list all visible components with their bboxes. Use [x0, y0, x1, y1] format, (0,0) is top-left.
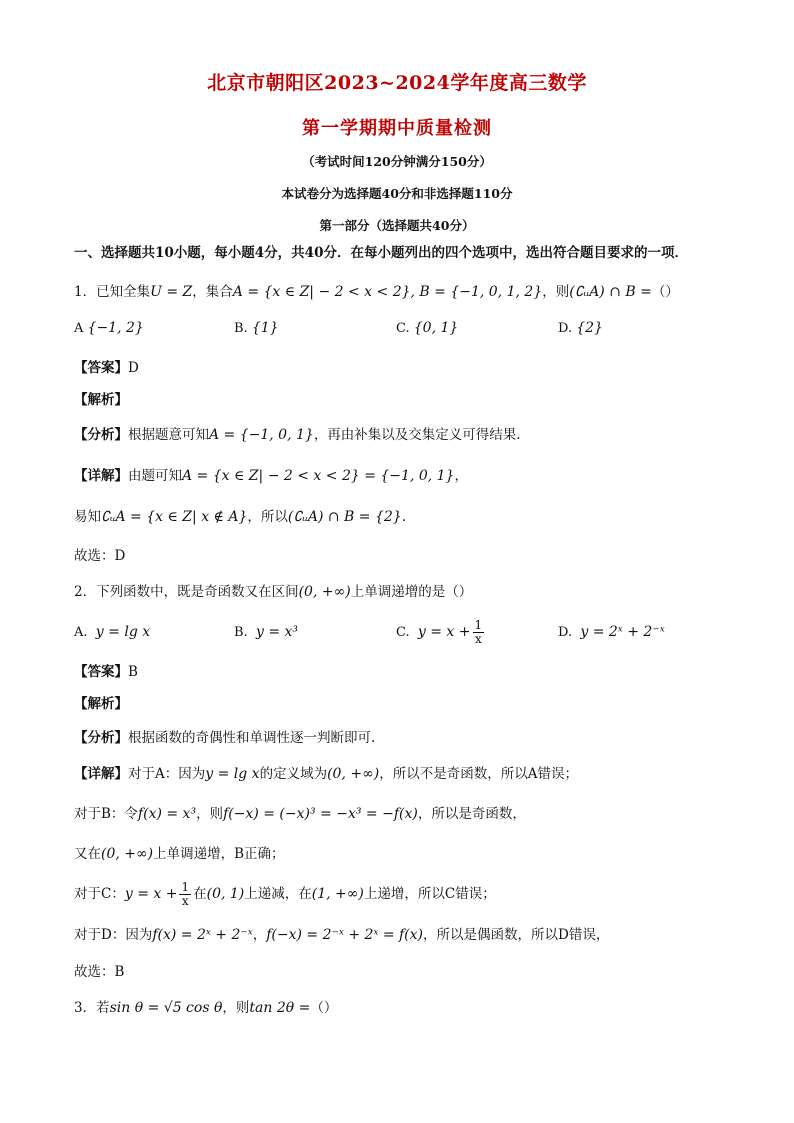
q1-expression: (∁ᵤA) ∩ B = [569, 284, 652, 300]
q2-option-d: D. y = 2ˣ + 2⁻ˣ [558, 624, 665, 640]
q1-detail-2: 易知∁ᵤA = {x ∈ Z| x ∉ A}，所以(∁ᵤA) ∩ B = {2}. [74, 509, 406, 525]
q1-answer: 【答案】D [74, 360, 139, 376]
q2-detail-d: 对于D：因为f(x) = 2ˣ + 2⁻ˣ，f(−x) = 2⁻ˣ + 2ˣ = f(x)，所以是偶函数，所以D错误， [74, 927, 610, 943]
q2-option-a: A. y = lg x [74, 624, 151, 640]
q1-explanation-label: 【解析】 [74, 392, 128, 408]
q1-stem-text-3: ，则 [542, 284, 570, 300]
q2-detail-b: 对于B：令f(x) = x³，则f(−x) = (−x)³ = −x³ = −f(x)，所以是奇函数， [74, 806, 526, 822]
q1-paren: （） [651, 284, 679, 300]
section-header: 一、选择题共10小题，每小题4分，共40分．在每小题列出的四个选项中，选出符合题目要求的一项． [74, 245, 688, 261]
q3-stem: 3．若sin θ = √5 cos θ，则tan 2θ =（） [74, 1000, 338, 1016]
q1-stem-text-2: ，集合 [192, 284, 233, 300]
document-subtitle: 第一学期期中质量检测 [302, 118, 492, 139]
q2-detail-c: 对于C：y = x + $\frac{1}{x}$ 在(0, 1)上递减，在(1, +∞)上递增，所以C错误； [74, 880, 496, 908]
q1-sets: A = {x ∈ Z| − 2 < x < 2}, B = {−1, 0, 1, 2} [232, 284, 543, 300]
q1-option-c: C. {0, 1} [396, 320, 459, 336]
q1-detail: 【详解】由题可知A = {x ∈ Z| − 2 < x < 2} = {−1, 0, 1}， [74, 468, 468, 484]
q2-stem: 2．下列函数中，既是奇函数又在区间(0, +∞)上单调递增的是（） [74, 584, 473, 600]
q2-analysis: 【分析】根据函数的奇偶性和单调性逐一判断即可. [74, 730, 376, 746]
q1-stem-text: 1．已知全集 [74, 284, 151, 300]
q2-choose: 故选：B [74, 964, 125, 980]
exam-time: （考试时间120分钟满分150分） [302, 154, 492, 169]
exam-structure: 本试卷分为选择题40分和非选择题110分 [281, 186, 513, 201]
q1-option-b: B. {1} [234, 320, 279, 336]
part-one-heading: 第一部分（选择题共40分） [319, 218, 475, 233]
q2-option-b: B. y = x³ [234, 624, 299, 640]
q2-detail-b2: 又在(0, +∞)上单调递增，B正确； [74, 846, 285, 862]
q2-answer: 【答案】B [74, 664, 138, 680]
document-title: 北京市朝阳区2023~2024学年度高三数学 [207, 72, 587, 94]
q1-option-a: A {−1, 2} [74, 320, 144, 336]
q1-universal-set: U = Z [150, 284, 193, 300]
q1-analysis: 【分析】根据题意可知A = {−1, 0, 1}，再由补集以及交集定义可得结果. [74, 427, 521, 443]
q2-detail-a: 【详解】对于A：因为y = lg x的定义域为(0, +∞)，所以不是奇函数，所以A错误； [74, 766, 578, 782]
q1-stem [74, 282, 679, 302]
q1-choose: 故选：D [74, 548, 126, 564]
q2-option-c: C. y = x + $\frac{1}{x}$ [396, 618, 483, 646]
q2-explanation-label: 【解析】 [74, 696, 128, 712]
q1-option-d: D. {2} [558, 320, 603, 336]
